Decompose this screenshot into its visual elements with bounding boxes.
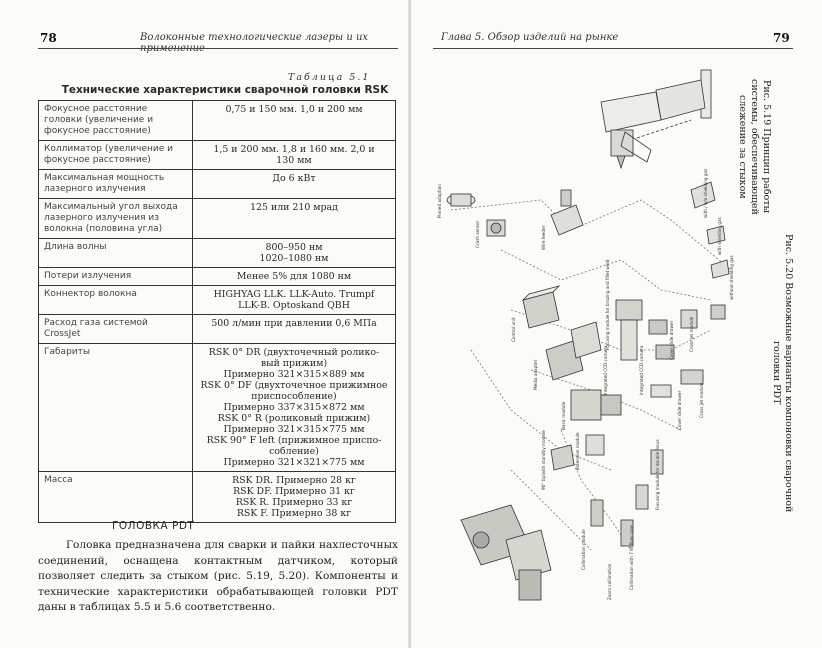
extension-module-part (586, 435, 604, 455)
spec-value-line: 125 или 210 мрад (250, 202, 338, 213)
table-row (39, 268, 396, 286)
spec-value-line: RSK 0° DF (двухточечное прижимное (200, 380, 388, 391)
spec-value-line: вый прижим) (260, 358, 328, 369)
spec-key: Расход газа системой CrossJet (39, 315, 193, 344)
spec-value-line: RSK DF. Примерно 31 кг (233, 486, 355, 497)
spec-value-line: собление) (269, 446, 319, 457)
spec-key: Габариты (39, 344, 193, 472)
spec-key: Длина волны (39, 239, 193, 268)
robot-head-figure (601, 70, 711, 168)
label-crash-sensor: Crash sensor (475, 220, 480, 248)
shielding-gas-nozzles (691, 182, 729, 278)
spec-value-line: Примерно 337×315×872 мм (223, 402, 365, 413)
spec-value (193, 315, 396, 344)
label-standby-module: 90° tip/with standby module (541, 430, 546, 490)
table-row (39, 239, 396, 268)
spec-value (193, 199, 396, 239)
basic-module-part (571, 390, 621, 420)
assembled-head-part (461, 505, 551, 600)
spec-value-line: приспособление) (251, 391, 337, 402)
label-ccd-camera-2: Integrated CCD camera (639, 345, 644, 395)
table-row (39, 472, 396, 523)
wire-feeder-part (551, 190, 583, 235)
spec-value-line: RSK 90° F left (прижимное приспо- (206, 435, 382, 446)
section-title: ГОЛОВКА PDT (112, 520, 195, 532)
spec-value-line: HIGHYAG LLK. LLK-Auto. Trumpf (213, 289, 375, 300)
body-paragraph: Головка предназначена для сварки и пайки нахлесточных соединений, оснащена контактным датчиком, который позволяет следить за стыком (рис. 5.19, 5.20). Компоненты и технические характеристики обрабатывающей головки PDT даны в таблицах 5.5 и 5.6 соответственно. (38, 539, 398, 613)
media-adapter-part (546, 322, 601, 380)
label-extension-module: Extension module (575, 432, 580, 470)
spec-value (193, 286, 396, 315)
label-ccd-camera-1: Integrated CCD camera (603, 345, 608, 395)
spec-key: Потери излучения (39, 268, 193, 286)
spec-value-line: RSK DR. Примерно 28 кг (232, 475, 356, 486)
spec-value-line: Менее 5% для 1080 нм (236, 271, 352, 282)
table-row (39, 141, 396, 170)
label-focusing-module: Focusing module for brazing and fillet weld (605, 259, 610, 350)
spec-value-line: 500 л/мин при давлении 0,6 МПа (211, 318, 377, 329)
running-head-left: Волоконные технологические лазеры и их (140, 32, 369, 43)
label-cover-slide-1: Cover slide drawer (669, 320, 674, 360)
label-pinned-adaption: Pinned adaption (437, 184, 442, 218)
header-rule-right (433, 48, 793, 49)
spec-value-line: 1020–1080 нм (259, 253, 329, 264)
spec-value-line: 800–950 нм (265, 242, 323, 253)
spec-value-line: 1,5 и 200 мм. 1,8 и 160 мм. 2,0 и (213, 144, 375, 155)
label-cover-slide-2: Cover slide drawer (677, 390, 682, 430)
label-collimation-module: Collimation module (581, 529, 586, 570)
label-without-gas: without shielding gas (729, 255, 734, 300)
spec-value-line: До 6 кВт (272, 173, 316, 184)
spec-value-line: Примерно 321×315×889 мм (223, 369, 365, 380)
crash-sensor-part (487, 220, 505, 236)
table-row (39, 315, 396, 344)
running-head-right: Глава 5. Обзор изделий на рынке (441, 32, 619, 43)
spec-value (193, 239, 396, 268)
spec-value (193, 268, 396, 286)
spec-key: Коллиматор (увеличение и фокусное расстояние) (39, 141, 193, 170)
label-wire-feeder: Wire feeder (541, 225, 546, 250)
label-cross-jet-1: Cross jet module (689, 316, 694, 352)
table-row (39, 344, 396, 472)
label-focus-double: Focusing module for double focus (655, 439, 660, 510)
table-title: Технические характеристики сварочной головки RSK (61, 84, 389, 96)
table-row (39, 286, 396, 315)
spec-value (193, 101, 396, 141)
pinned-adaption-part (447, 194, 475, 206)
table-label: Таблица 5.1 (288, 72, 371, 83)
label-media-adapter: Media adapter (533, 359, 538, 390)
spec-key: Максимальный угол выхода лазерного излучения из волокна (половина угла) (39, 199, 193, 239)
label-control-unit: Control unit (511, 317, 516, 342)
spec-value (193, 141, 396, 170)
spec-key: Фокусное расстояние головки (увеличение и фокусное расстояние) (39, 101, 193, 141)
label-cross-jet-2: Cross jet module (699, 382, 704, 418)
label-collimation-fiber: Collimation with 7 W fiber core (629, 525, 634, 590)
spec-value-line: RSK 0° DR (двухточечный ролико- (208, 347, 380, 358)
standby-module-part (551, 445, 574, 470)
spec-value (193, 170, 396, 199)
spec-value-line: Примерно 321×315×775 мм (223, 424, 365, 435)
figure-5-19-caption: Рис. 5.19 Принцип работы системы, обеспечивающей слежение за стыком (737, 79, 772, 215)
spec-value-line: RSK R. Примерно 33 кг (235, 497, 353, 508)
collimation-modules (591, 450, 663, 546)
spec-value-line: 0,75 и 150 мм. 1,0 и 200 мм (225, 104, 363, 115)
spec-key: Максимальная мощность лазерного излучения (39, 170, 193, 199)
spec-value-line: RSK F. Примерно 38 кг (236, 508, 352, 519)
page-number-left: 78 (40, 31, 57, 45)
table-row (39, 199, 396, 239)
label-basic-module: Basic module (561, 401, 566, 430)
label-zoom-collimation: Zoom collimation (607, 563, 612, 600)
cross-jet-module-part (681, 305, 725, 328)
specs-table (38, 100, 396, 523)
spec-value (193, 344, 396, 472)
label-with-wo-gas: with / w/o shielding gas (703, 168, 708, 218)
header-rule-left (38, 48, 398, 49)
control-unit-part (523, 286, 559, 328)
label-with-gas: with shielding gas (717, 217, 722, 255)
table-row (39, 170, 396, 199)
spec-value-line: Примерно 321×321×775 мм (223, 457, 365, 468)
spec-value-line: RSK 0° R (роликовый прижим) (217, 413, 371, 424)
table-row (39, 101, 396, 141)
page-number-right: 79 (773, 31, 790, 45)
spec-value-line: 130 мм (276, 155, 312, 166)
spec-key: Масса (39, 472, 193, 523)
pdt-assembly-diagram (411, 50, 741, 610)
figure-5-20-caption: Рис. 5.20 Возможные варианты компоновки сварочной головки PDT (771, 233, 794, 513)
spec-key: Коннектор волокна (39, 286, 193, 315)
spec-value-line: LLK-B. Optoskand QBH (238, 300, 350, 311)
spec-value (193, 472, 396, 523)
